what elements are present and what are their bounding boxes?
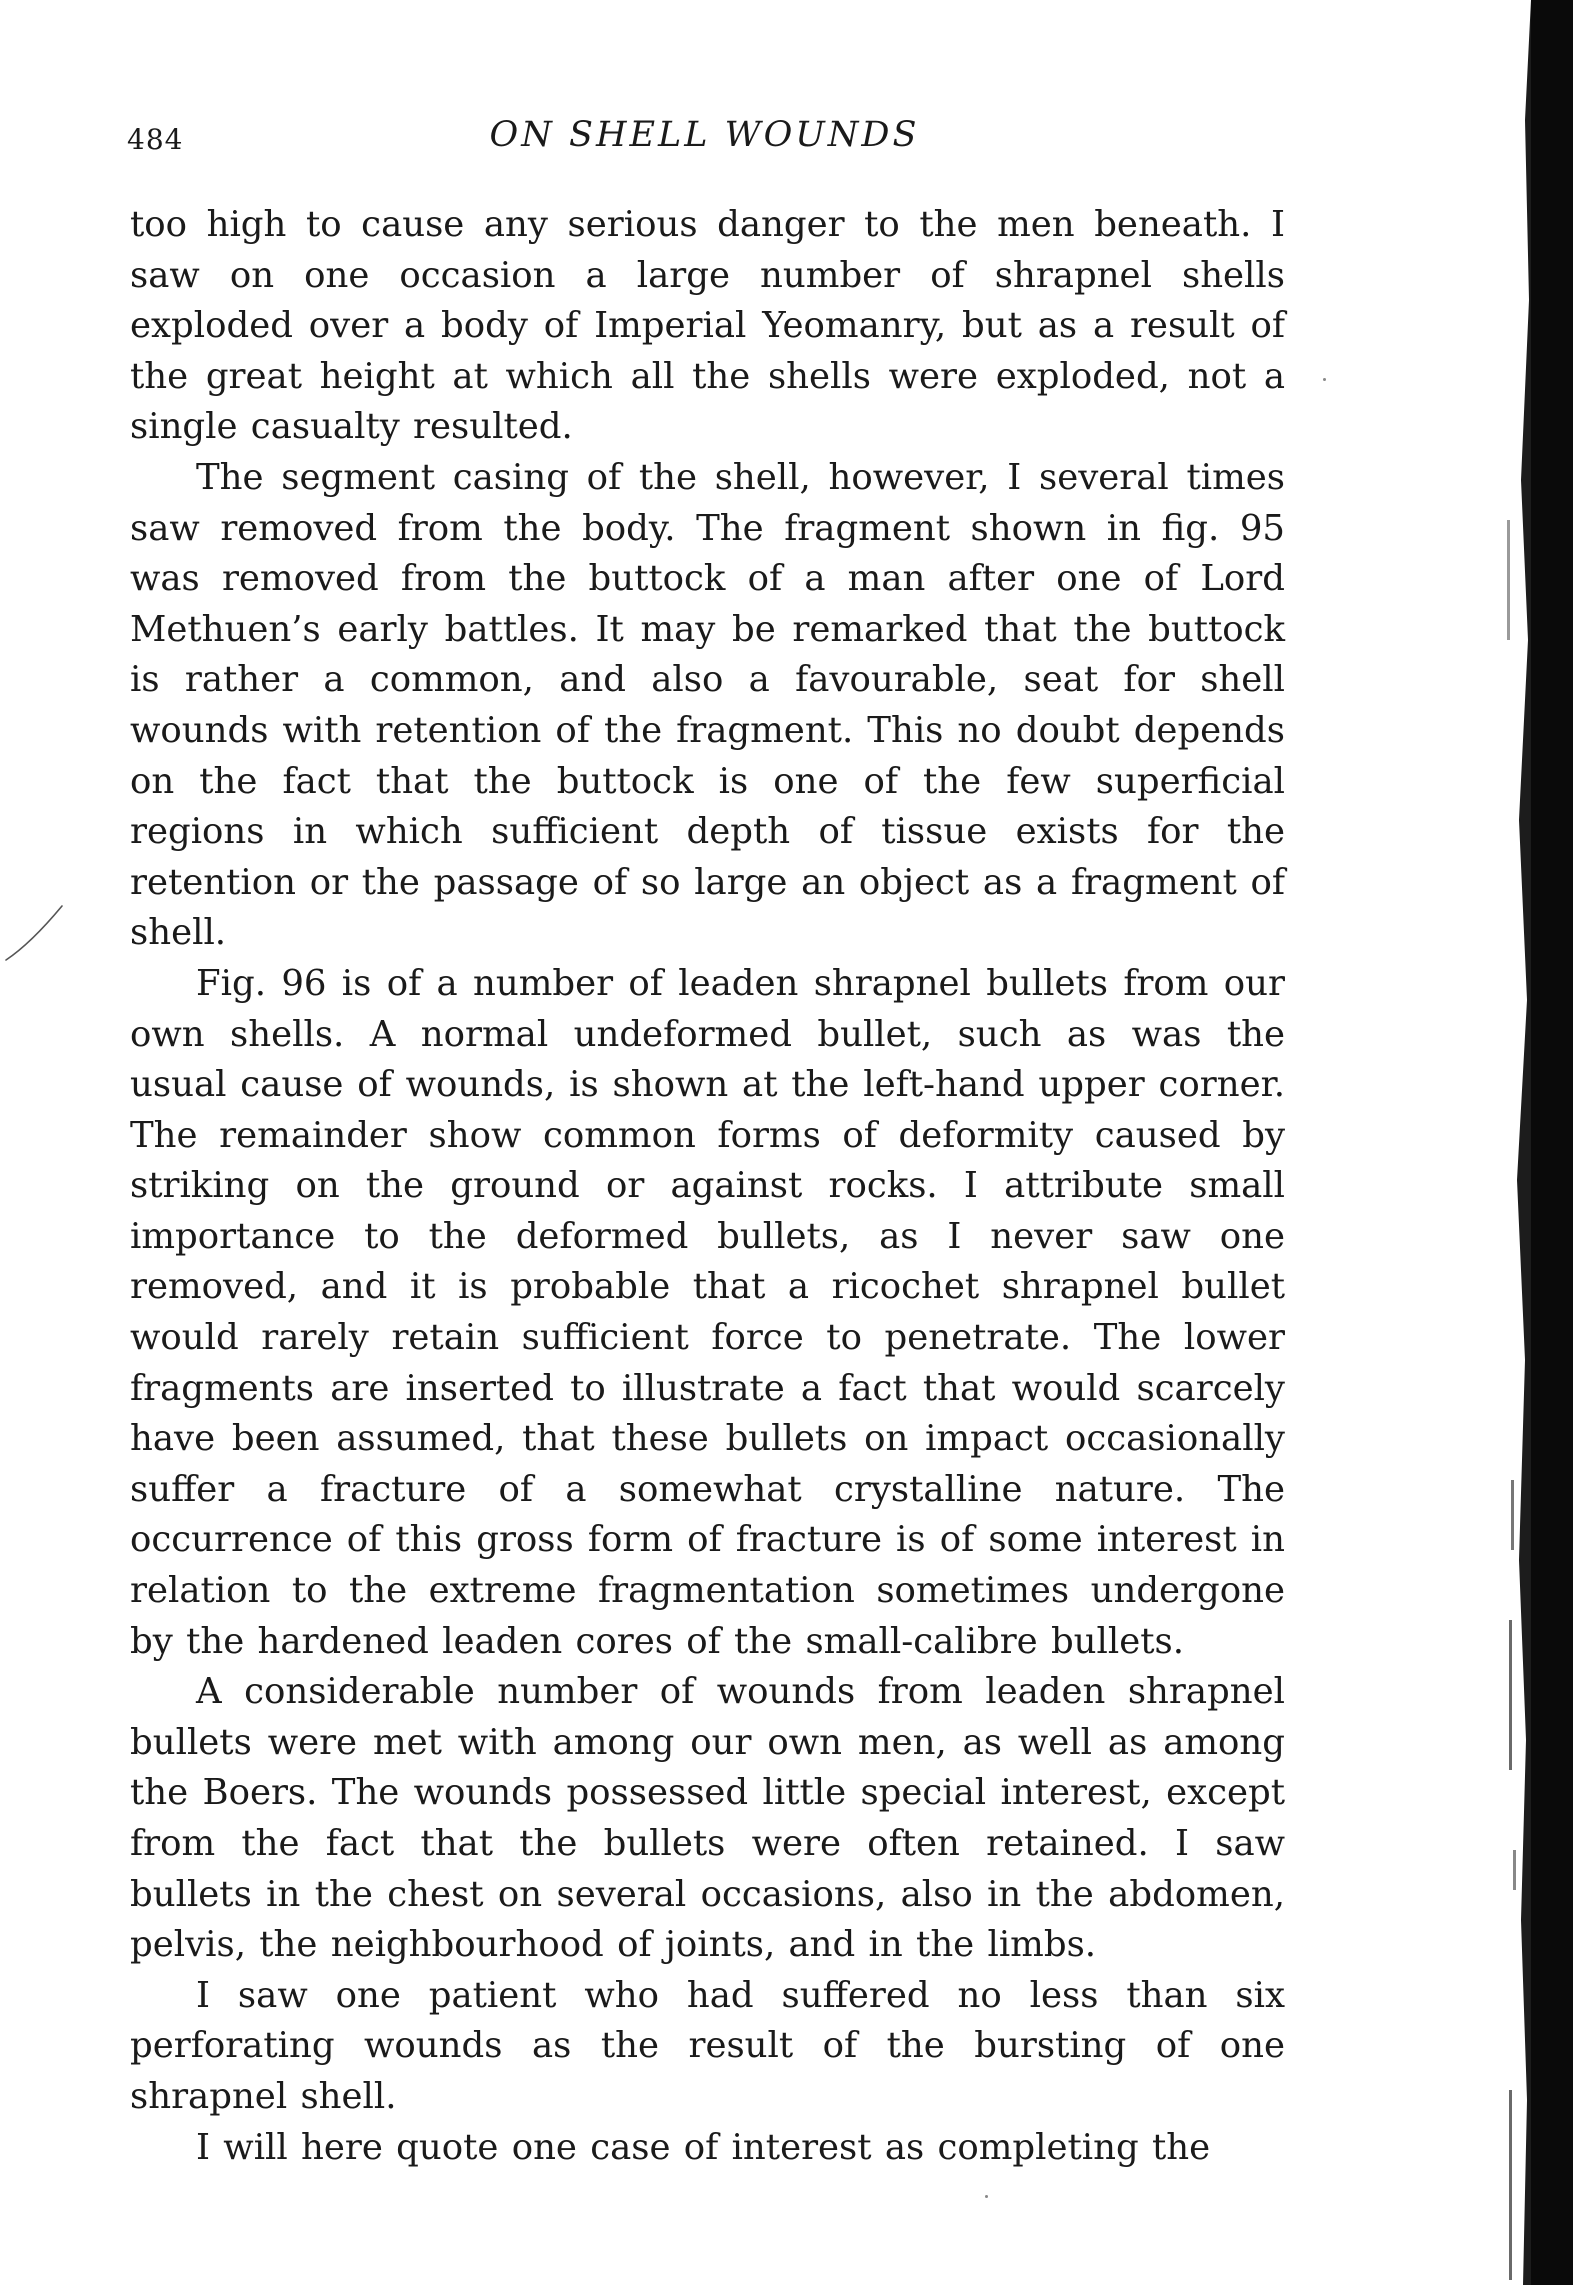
- binding-shadow: [1495, 0, 1573, 2285]
- pencil-margin-mark: [0, 900, 70, 970]
- running-head: ON SHELL WOUNDS: [489, 115, 920, 155]
- paragraph-2: The segment casing of the shell, however, I several times saw removed from the body. The fragment shown in fig. 95 was removed from the buttock of a man after one of Lord Methuen’s early battles. It may be remarked that the buttock is rather a common, and also a favourable, seat for shell wounds with retention of the fragment. This no doubt depends on the fact that the buttock is one of the few superficial regions in which sufficient depth of tissue exists for the retention or the passage of so large an object as a fragment of shell.: [130, 456, 1285, 954]
- paper-speck: [985, 2195, 988, 2198]
- paragraph-4: A considerable number of wounds from leaden shrapnel bullets were met with among our own men, as well as among the Boers. The wounds possessed little special interest, except from the fact that the bullets were often retained. I saw bullets in the chest on several occasions, also in the abdomen, pelvis, the neighbourhood of joints, and in the limbs.: [130, 1671, 1285, 1966]
- page-number: 484: [127, 123, 184, 156]
- paragraph-3: Fig. 96 is of a number of leaden shrapnel bullets from our own shells. A normal undeformed bullet, such as was the usual cause of wounds, is shown at the left-hand upper corner. The remainder show common forms of deformity caused by striking on the ground or against rocks. I attribute small importance to the deformed bullets, as I never saw one removed, and it is probable that a ricochet shrapnel bullet would rarely retain sufficient force to penetrate. The lower fragments are inserted to illustrate a fact that would scarcely have been assumed, that these bullets on impact occasionally suffer a fracture of a somewhat crystalline nature. The occurrence of this gross form of fracture is of some interest in relation to the extreme fragmentation sometimes undergone by the hardened leaden cores of the small-calibre bullets.: [130, 962, 1285, 1662]
- paragraph-5: I saw one patient who had suffered no less than six perforating wounds as the result of the bursting of one shrapnel shell.: [130, 1974, 1285, 2117]
- paragraph-1: too high to cause any serious danger to the men beneath. I saw on one occasion a large number of shrapnel shells exploded over a body of Imperial Yeomanry, but as a result of the great height at which all the shells were exploded, not a single casualty resulted.: [130, 204, 1285, 448]
- page-header: [127, 115, 1282, 165]
- body-text: [130, 200, 1285, 2173]
- paper-speck: [1323, 378, 1326, 381]
- paragraph-6: I will here quote one case of interest as completing the: [196, 2126, 1211, 2168]
